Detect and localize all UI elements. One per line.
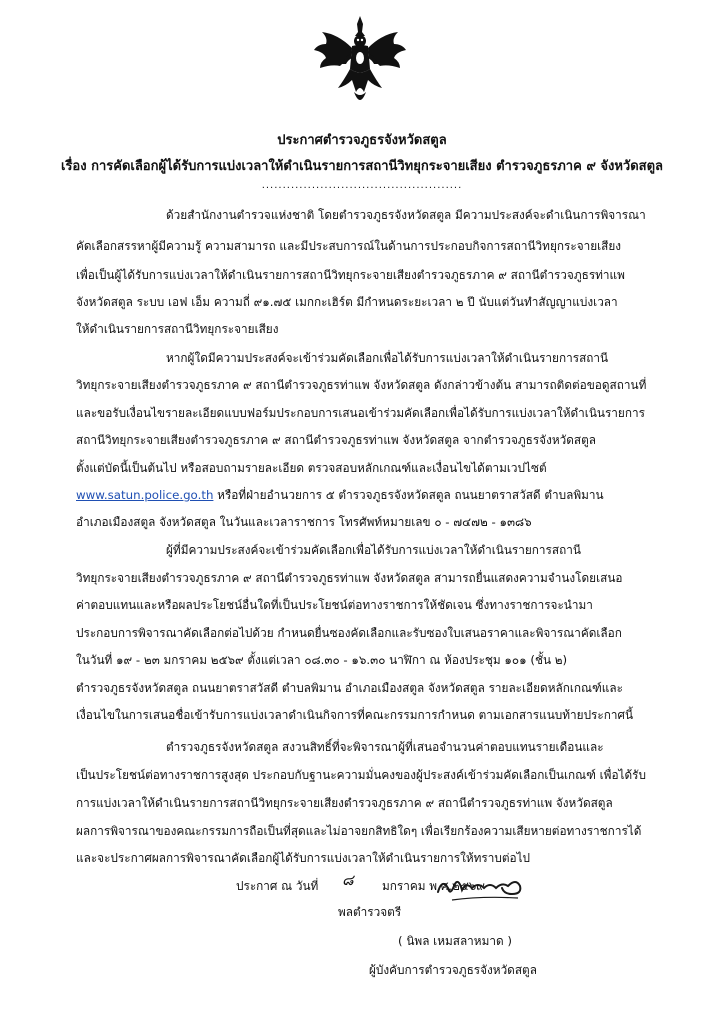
- website-link[interactable]: www.satun.police.go.th: [76, 488, 214, 502]
- paragraph-4-line: ผลการพิจารณาของคณะกรรมการถือเป็นที่สุดและไม่อาจยกสิทธิใดๆ เพื่อเรียกร้องความเสียหายต่อทางราชการได้: [76, 824, 642, 838]
- paragraph-2-line: วิทยุกระจายเสียงตำรวจภูธรภาค ๙ สถานีตำรวจภูธรท่าแพ จังหวัดสตูล ดังกล่าวข้างต้น สามารถติดต่อขอดูสถานที่: [76, 378, 647, 392]
- title-separator: ................................................: [261, 180, 463, 191]
- paragraph-1-line: จังหวัดสตูล ระบบ เอฟ เอ็ม ความถี่ ๙๑.๗๕ เมกกะเฮิร์ต มีกำหนดระยะเวลา ๒ ปี นับแต่วันทำสัญญาแบ่งเวลา: [76, 295, 618, 309]
- paragraph-3-line: ค่าตอบแทนและหรือผลประโยชน์อื่นใดที่เป็นประโยชน์ต่อทางราชการให้ชัดเจน ซึ่งทางราชการจะนำมา: [76, 598, 593, 612]
- signatory-name: ( นิพล เหมสลาหมาด ): [398, 934, 513, 948]
- paragraph-1-line: เพื่อเป็นผู้ได้รับการแบ่งเวลาให้ดำเนินรายการสถานีวิทยุกระจายเสียงตำรวจภูธรภาค ๙ สถานีตำรวจภูธรท่าแพ: [76, 268, 625, 282]
- date-prefix: ประกาศ ณ วันที่: [236, 879, 319, 893]
- paragraph-1-line: ด้วยสำนักงานตำรวจแห่งชาติ โดยตำรวจภูธรจังหวัดสตูล มีความประสงค์จะดำเนินการพิจารณา: [166, 208, 646, 222]
- paragraph-3-line: วิทยุกระจายเสียงตำรวจภูธรภาค ๙ สถานีตำรวจภูธรท่าแพ จังหวัดสตูล สามารถยื่นแสดงความจำนงโดยเสนอ: [76, 571, 623, 585]
- garuda-emblem-icon: [310, 14, 410, 110]
- paragraph-3-line: ผู้ที่มีความประสงค์จะเข้าร่วมคัดเลือกเพื่อได้รับการแบ่งเวลาให้ดำเนินรายการสถานี: [166, 543, 581, 557]
- paragraph-3-line: ในวันที่ ๑๙ - ๒๓ มกราคม ๒๕๖๙ ตั้งแต่เวลา ๐๘.๓๐ - ๑๖.๓๐ นาฬิกา ณ ห้องประชุม ๑๐๑ (ชั้น ๒): [76, 653, 568, 667]
- paragraph-4-line: ตำรวจภูธรจังหวัดสตูล สงวนสิทธิ์ที่จะพิจารณาผู้ที่เสนอจำนวนค่าตอบแทนรายเดือนและ: [166, 740, 604, 754]
- paragraph-3-line: ตำรวจภูธรจังหวัดสตูล ถนนยาตราสวัสดี ตำบลพิมาน อำเภอเมืองสตูล จังหวัดสตูล รายละเอียดหลักเกณฑ์และ: [76, 681, 623, 695]
- paragraph-3-line: เงื่อนไขในการเสนอชื่อเข้ารับการแบ่งเวลาดำเนินกิจการที่คณะกรรมการกำหนด ตามเอกสารแนบท้ายประกาศนี้: [76, 708, 634, 722]
- paragraph-2-line: และขอรับเงื่อนไขรายละเอียดแบบฟอร์มประกอบการเสนอเข้าร่วมคัดเลือกเพื่อได้รับการแบ่งเวลาให้ดำเนินรายการ: [76, 406, 645, 420]
- paragraph-1-line: คัดเลือกสรรหาผู้มีความรู้ ความสามารถ และมีประสบการณ์ในด้านการประกอบกิจการสถานีวิทยุกระจายเสียง: [76, 239, 622, 253]
- announcement-title: ประกาศตำรวจภูธรจังหวัดสตูล: [277, 133, 447, 148]
- signature-icon: [432, 872, 532, 908]
- paragraph-2-link-continuation: หรือที่ฝ่ายอำนวยการ ๕ ตำรวจภูธรจังหวัดสตูล ถนนยาตราสวัสดี ตำบลพิมาน: [213, 488, 604, 502]
- paragraph-4-line: การแบ่งเวลาให้ดำเนินรายการสถานีวิทยุกระจายเสียงตำรวจภูธรภาค ๙ สถานีตำรวจภูธรท่าแพ จังหวัดสตูล: [76, 796, 613, 810]
- announcement-subject: เรื่อง การคัดเลือกผู้ได้รับการแบ่งเวลาให้ดำเนินรายการสถานีวิทยุกระจายเสียง ตำรวจภูธรภาค ๙ จังหวัดสตูล: [61, 159, 663, 174]
- paragraph-1-line: ให้ดำเนินรายการสถานีวิทยุกระจายเสียง: [76, 322, 279, 336]
- paragraph-2-line: สถานีวิทยุกระจายเสียงตำรวจภูธรภาค ๙ สถานีตำรวจภูธรท่าแพ จังหวัดสตูล จากตำรวจภูธรจังหวัดสตูล: [76, 433, 596, 447]
- paragraph-3-line: ประกอบการพิจารณาคัดเลือกต่อไปด้วย กำหนดยื่นซองคัดเลือกและรับซองใบเสนอราคาและพิจารณาคัดเลือก: [76, 626, 622, 640]
- date-month-year: มกราคม พ.ศ.๒๕๖๙: [382, 879, 485, 893]
- paragraph-4-line: และจะประกาศผลการพิจารณาคัดเลือกผู้ได้รับการแบ่งเวลาให้ดำเนินรายการให้ทราบต่อไป: [76, 851, 531, 865]
- date-day: ๘: [342, 871, 354, 889]
- signatory-position: ผู้บังคับการตำรวจภูธรจังหวัดสตูล: [369, 963, 537, 977]
- paragraph-2-line: หากผู้ใดมีความประสงค์จะเข้าร่วมคัดเลือกเพื่อได้รับการแบ่งเวลาให้ดำเนินรายการสถานี: [166, 351, 609, 365]
- paragraph-2-line-with-link: [76, 488, 604, 503]
- paragraph-4-line: เป็นประโยชน์ต่อทางราชการสูงสุด ประกอบกับฐานะความมั่นคงของผู้ประสงค์เข้าร่วมคัดเลือกเป็นเกณฑ์ เพื่อได้รับ: [76, 768, 646, 782]
- signatory-rank: พลตำรวจตรี: [338, 905, 402, 919]
- paragraph-2-line: ตั้งแต่บัดนี้เป็นต้นไป หรือสอบถามรายละเอียด ตรวจสอบหลักเกณฑ์และเงื่อนไขได้ตามเวปไซต์: [76, 461, 547, 475]
- paragraph-2-line: อำเภอเมืองสตูล จังหวัดสตูล ในวันและเวลาราชการ โทรศัพท์หมายเลข ๐ - ๗๔๗๒ - ๑๓๘๖: [76, 515, 532, 529]
